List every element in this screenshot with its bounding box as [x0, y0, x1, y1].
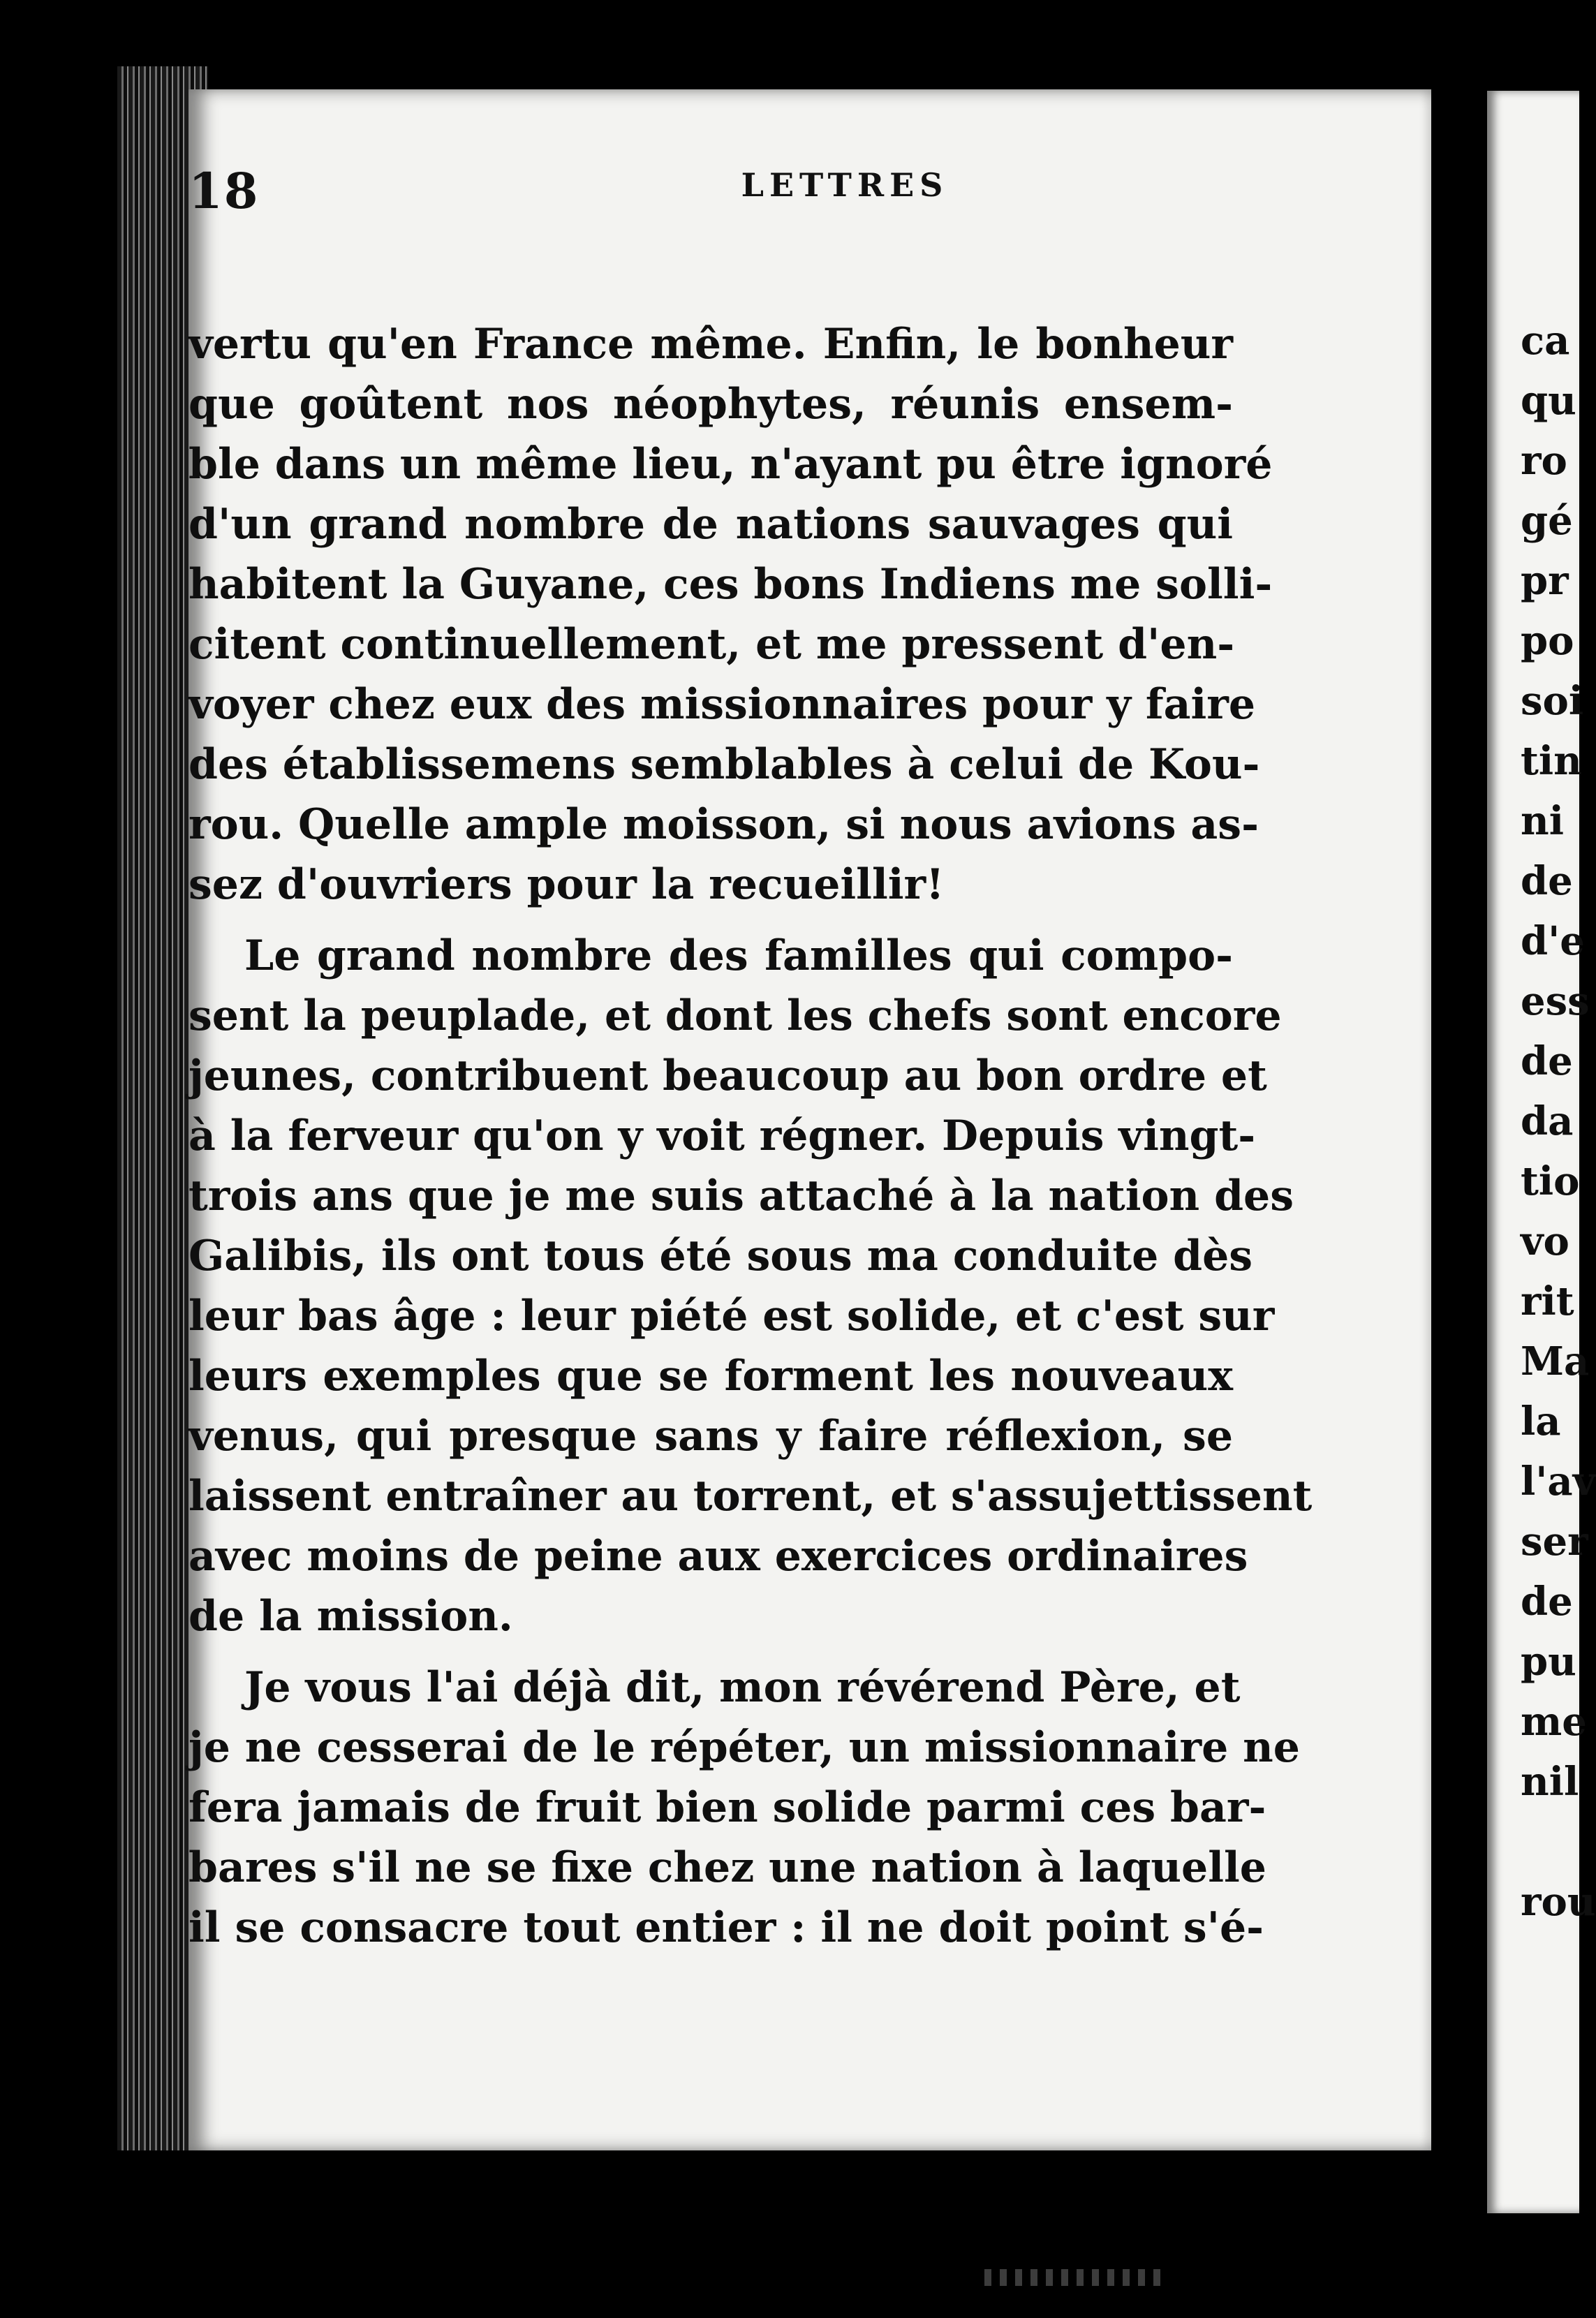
right-text-fragment: ess: [1521, 978, 1590, 1024]
text-line: des établissemens semblables à celui de Kou-: [189, 740, 1260, 789]
text-line: sez d'ouvriers pour la recueillir!: [189, 860, 945, 909]
scan-artifact: [984, 2269, 1166, 2286]
right-text-fragment: ca: [1521, 318, 1570, 364]
text-line: citent continuellement, et me pressent d'en-: [189, 620, 1235, 669]
text-line: voyer chez eux des missionnaires pour y faire: [189, 680, 1256, 729]
right-text-fragment: da: [1521, 1098, 1574, 1144]
text-line: trois ans que je me suis attaché à la nation des: [189, 1172, 1294, 1220]
right-text-fragment: pu: [1521, 1639, 1576, 1685]
right-text-fragment: qu: [1521, 378, 1576, 424]
text-line: leur bas âge : leur piété est solide, et c'est sur: [189, 1292, 1275, 1341]
right-text-fragment: nil: [1521, 1759, 1579, 1805]
right-text-fragment: Ma: [1521, 1338, 1590, 1385]
text-line: il se consacre tout entier : il ne doit point s'é-: [189, 1903, 1264, 1952]
text-line: à la ferveur qu'on y voit régner. Depuis vingt-: [189, 1112, 1256, 1160]
right-text-fragment: ser: [1521, 1519, 1588, 1565]
right-text-fragment: rou: [1521, 1879, 1596, 1925]
text-line: laissent entraîner au torrent, et s'assujettissent: [189, 1472, 1313, 1521]
text-line: rou. Quelle ample moisson, si nous avions as-: [189, 800, 1259, 849]
right-text-fragment: de: [1521, 1579, 1573, 1625]
text-line: vertu qu'en France même. Enfin, le bonheur: [189, 320, 1233, 369]
right-text-fragment: me: [1521, 1699, 1587, 1745]
right-text-fragment: tio: [1521, 1158, 1580, 1204]
right-text-fragment: po: [1521, 618, 1574, 664]
text-line: Galibis, ils ont tous été sous ma conduite dès: [189, 1232, 1253, 1280]
text-line: avec moins de peine aux exercices ordinaires: [189, 1532, 1248, 1581]
right-text-fragment: l'av: [1521, 1459, 1596, 1505]
text-line: ble dans un même lieu, n'ayant pu être ignoré: [189, 440, 1273, 489]
right-text-fragment: tin: [1521, 738, 1582, 784]
right-text-fragment: de: [1521, 858, 1573, 904]
text-line: fera jamais de fruit bien solide parmi ces bar-: [189, 1783, 1266, 1832]
text-line: je ne cesserai de le répéter, un missionnaire ne: [189, 1723, 1300, 1772]
right-text-fragment: soi: [1521, 678, 1584, 724]
text-line: bares s'il ne se fixe chez une nation à laquelle: [189, 1843, 1266, 1892]
text-line: habitent la Guyane, ces bons Indiens me solli-: [189, 560, 1273, 609]
text-line: d'un grand nombre de nations sauvages qui: [189, 500, 1233, 549]
page-number: 18: [189, 162, 260, 220]
right-text-fragment: la: [1521, 1398, 1561, 1445]
right-text-fragment: rit: [1521, 1278, 1574, 1324]
text-line: Le grand nombre des familles qui compo-: [244, 931, 1233, 980]
text-line: de la mission.: [189, 1592, 513, 1641]
right-text-fragment: vo: [1521, 1218, 1569, 1264]
text-line: jeunes, contribuent beaucoup au bon ordre et: [189, 1051, 1267, 1100]
running-title: LETTRES: [741, 166, 949, 204]
text-line: que goûtent nos néophytes, réunis ensem-: [189, 380, 1233, 429]
text-line: leurs exemples que se forment les nouveaux: [189, 1352, 1233, 1401]
right-text-fragment: de: [1521, 1038, 1573, 1084]
text-line: venus, qui presque sans y faire réflexion, se: [189, 1412, 1233, 1461]
right-text-fragment: d'e: [1521, 918, 1585, 964]
right-text-fragment: pr: [1521, 558, 1569, 604]
text-line: sent la peuplade, et dont les chefs sont encore: [189, 991, 1282, 1040]
right-text-fragment: ro: [1521, 438, 1567, 484]
text-line: Je vous l'ai déjà dit, mon révérend Père, et: [244, 1663, 1241, 1712]
right-text-fragment: ni: [1521, 798, 1564, 844]
right-text-fragment: gé: [1521, 498, 1573, 544]
